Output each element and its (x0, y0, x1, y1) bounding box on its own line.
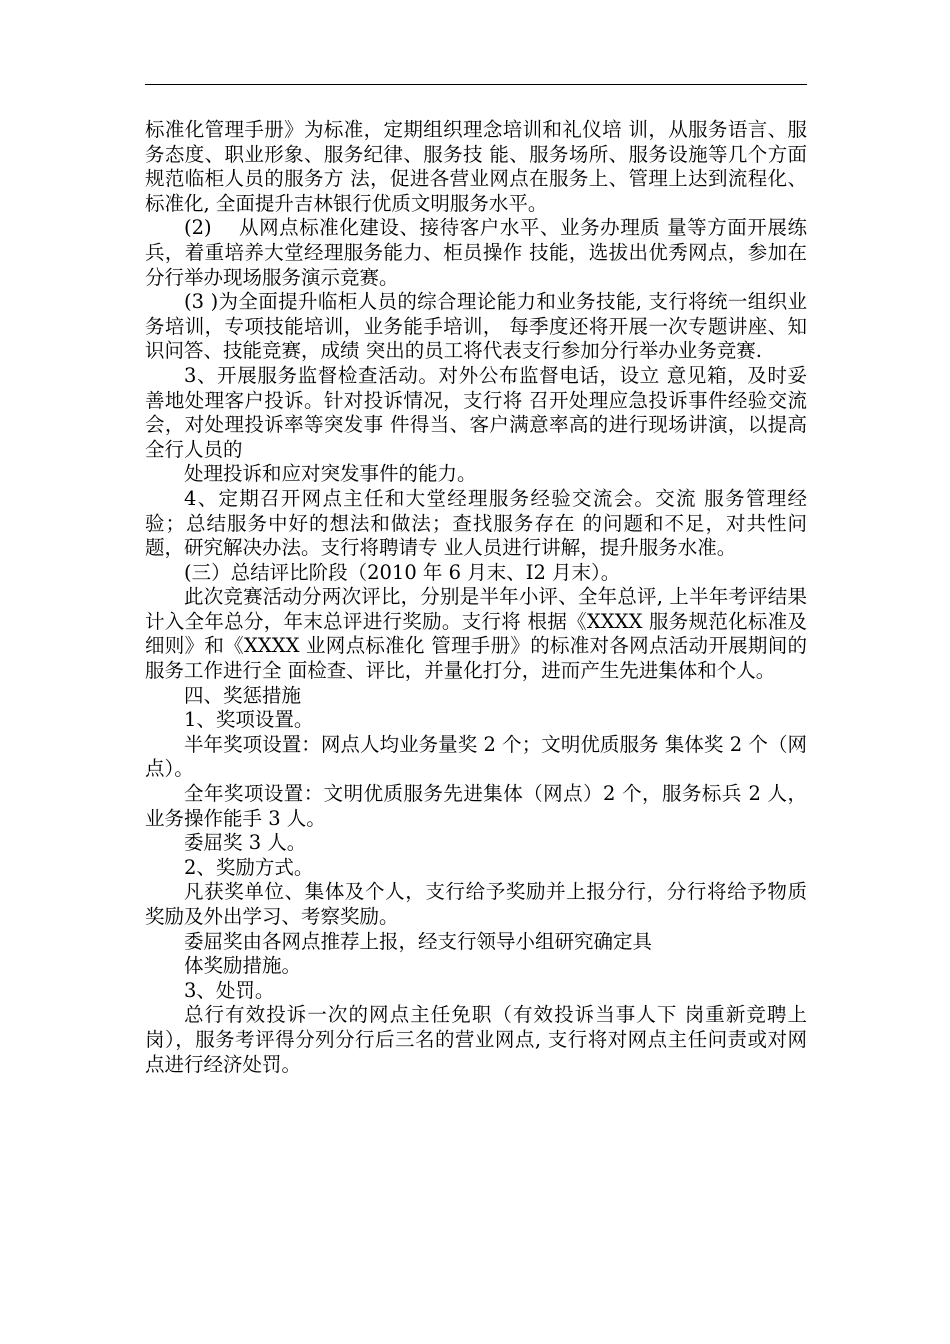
paragraph: 全年奖项设置：文明优质服务先进集体（网点）2 个，服务标兵 2 人，业务操作能手 3 人。 (145, 782, 807, 830)
paragraph: 处理投诉和应对突发事件的能力。 (184, 462, 477, 486)
paragraph: 此次竞赛活动分两次评比，分别是半年小评、全年总评, 上半年考评结果计入全年总分，年末总评进行奖励。支行将 根据《XXXX 服务规范化标准及细则》和《XXXX 业网点标准化 管理手册》的标准对各网点活动开展期间的服务工作进行全 面检查、评比，并量化打分，进而产生先进集体和个人。 (145, 585, 807, 683)
paragraph: 4、定期召开网点主任和大堂经理服务经验交流会。交流 服务管理经验；总结服务中好的想法和做法；查找服务存在 的问题和不足，对共性问题，研究解决办法。支行将聘请专 业人员进行讲解，提升服务水准。 (145, 486, 807, 560)
paragraph: 3、处罚。 (184, 978, 275, 1002)
paragraph: 标准化管理手册》为标准，定期组织理念培训和礼仪培 训，从服务语言、服务态度、职业形象、服务纪律、服务技 能、服务场所、服务设施等几个方面规范临柜人员的服务方 法，促进各营业网点在服务上、管理上达到流程化、标准化, 全面提升吉林银行优质文明服务水平。 (145, 118, 807, 215)
paragraph: 1、奖项设置。 (184, 708, 314, 732)
paragraph: (3 )为全面提升临柜人员的综合理论能力和业务技能, 支行将统一组织业务培训，专项技能培训，业务能手培训， 每季度还将开展一次专题讲座、知识问答、技能竞赛，成绩 突出的员工将代表支行参加分行举办业务竞赛. (145, 290, 807, 363)
paragraph: 委屈奖 3 人。 (184, 831, 307, 855)
paragraph: 委屈奖由各网点推荐上报，经支行领导小组研究确定具 (184, 929, 653, 953)
paragraph: (三）总结评比阶段（2010 年 6 月末、I2 月末）。 (184, 560, 621, 584)
header-rule (145, 84, 807, 85)
paragraph: (2) 从网点标准化建设、接待客户水平、业务办理质 量等方面开展练兵，着重培养大堂经理服务能力、柜员操作 技能，选拔出优秀网点，参加在分行举办现场服务演示竞赛。 (145, 216, 807, 289)
paragraph: 体奖励措施。 (184, 954, 302, 978)
paragraph: 2、奖励方式。 (184, 855, 314, 879)
paragraph: 凡获奖单位、集体及个人，支行给予奖励并上报分行，分行将给予物质奖励及外出学习、考察奖励。 (145, 880, 807, 928)
section-heading: 四、奖惩措施 (184, 683, 302, 707)
paragraph: 总行有效投诉一次的网点主任免职（有效投诉当事人下 岗重新竞聘上岗），服务考评得分列分行后三名的营业网点, 支行将对网点主任问责或对网点进行经济处罚。 (145, 1003, 807, 1076)
paragraph: 半年奖项设置：网点人均业务量奖 2 个；文明优质服务 集体奖 2 个（网点）。 (145, 732, 807, 781)
paragraph: 3、开展服务监督检查活动。对外公布监督电话，设立 意见箱，及时妥善地处理客户投诉。针对投诉情况，支行将 召开处理应急投诉事件经验交流会，对处理投诉率等突发事 件得当、客户满意率高的进行现场讲演，以提高全行人员的 (145, 363, 807, 461)
document-body (145, 118, 807, 1077)
